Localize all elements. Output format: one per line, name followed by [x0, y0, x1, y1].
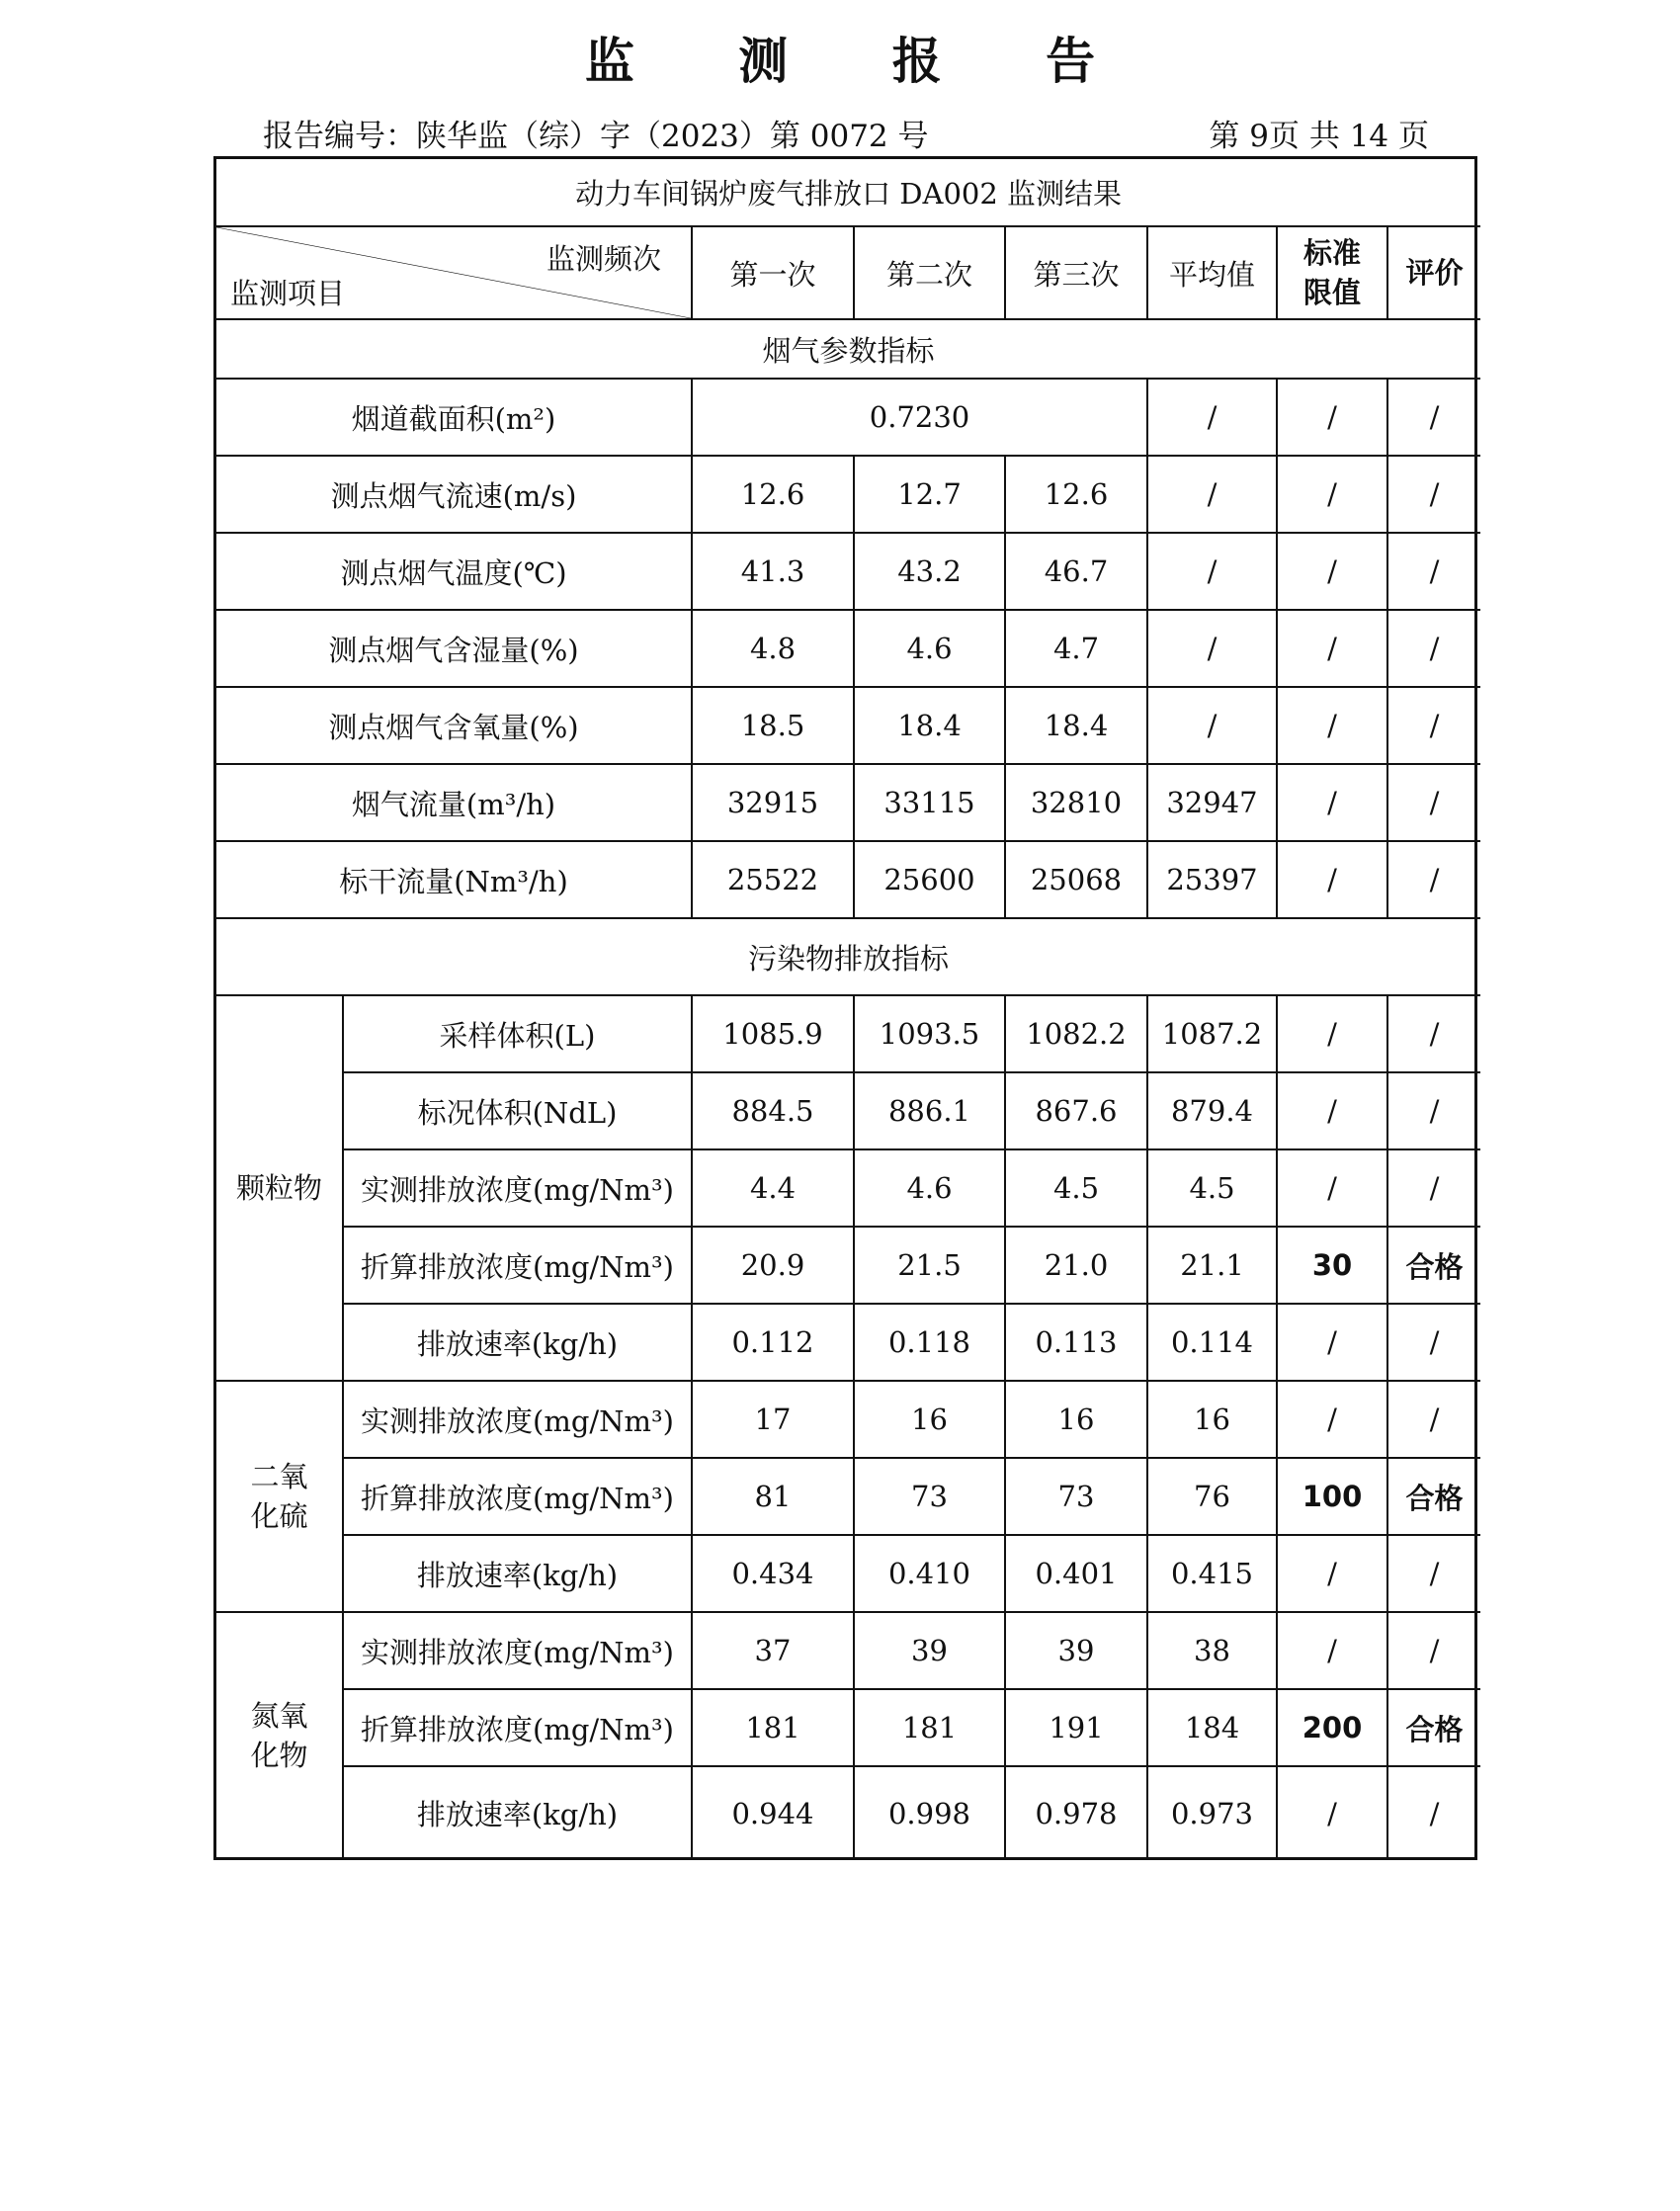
value-evaluation: 合格 — [1387, 1458, 1480, 1535]
particulate-row — [216, 995, 1480, 1072]
value-merged: 0.7230 — [692, 379, 1147, 456]
so2-group-label — [216, 1381, 343, 1612]
value-average: 21.1 — [1147, 1227, 1277, 1304]
value-first: 32915 — [692, 764, 854, 841]
so2-row — [216, 1535, 1480, 1612]
value-average: 0.415 — [1147, 1535, 1277, 1612]
value-limit: / — [1277, 1304, 1387, 1381]
col-first-header: 第一次 — [692, 226, 854, 319]
value-evaluation: 合格 — [1387, 1689, 1480, 1766]
particulate-row — [216, 1149, 1480, 1227]
value-limit: / — [1277, 1766, 1387, 1859]
so2-row — [216, 1458, 1480, 1535]
item-label: 烟气流量(m³/h) — [216, 764, 692, 841]
value-evaluation: / — [1387, 1304, 1480, 1381]
section-row-flue — [216, 319, 1480, 379]
value-average: / — [1147, 610, 1277, 687]
value-first: 181 — [692, 1689, 854, 1766]
item-label: 测点烟气含氧量(%) — [216, 687, 692, 764]
value-average: / — [1147, 687, 1277, 764]
item-label: 测点烟气温度(℃) — [216, 533, 692, 610]
value-first: 4.8 — [692, 610, 854, 687]
value-second: 43.2 — [854, 533, 1005, 610]
value-evaluation: / — [1387, 1381, 1480, 1458]
value-limit: / — [1277, 1381, 1387, 1458]
value-third: 191 — [1005, 1689, 1147, 1766]
value-average: 32947 — [1147, 764, 1277, 841]
value-limit: 30 — [1277, 1227, 1387, 1304]
value-limit: / — [1277, 764, 1387, 841]
value-limit: 100 — [1277, 1458, 1387, 1535]
value-second: 73 — [854, 1458, 1005, 1535]
value-third: 73 — [1005, 1458, 1147, 1535]
group-label-line2: 化物 — [250, 1739, 308, 1772]
value-average: 4.5 — [1147, 1149, 1277, 1227]
value-first: 17 — [692, 1381, 854, 1458]
value-third: 0.978 — [1005, 1766, 1147, 1859]
value-first: 18.5 — [692, 687, 854, 764]
item-label: 排放速率(kg/h) — [343, 1535, 692, 1612]
col-evaluation-header: 评价 — [1387, 226, 1480, 319]
value-third: 32810 — [1005, 764, 1147, 841]
item-label: 折算排放浓度(mg/Nm³) — [343, 1227, 692, 1304]
value-evaluation: / — [1387, 687, 1480, 764]
flue-row — [216, 841, 1480, 918]
value-second: 12.7 — [854, 456, 1005, 533]
section-row-pollutant — [216, 918, 1480, 995]
item-label: 测点烟气含湿量(%) — [216, 610, 692, 687]
col-second-header: 第二次 — [854, 226, 1005, 319]
section-flue-title: 烟气参数指标 — [216, 319, 1480, 379]
value-average: 0.114 — [1147, 1304, 1277, 1381]
value-second: 18.4 — [854, 687, 1005, 764]
value-average: 879.4 — [1147, 1072, 1277, 1149]
value-third: 21.0 — [1005, 1227, 1147, 1304]
value-second: 4.6 — [854, 1149, 1005, 1227]
group-label-line2: 化硫 — [250, 1499, 308, 1533]
value-second: 16 — [854, 1381, 1005, 1458]
value-first: 0.434 — [692, 1535, 854, 1612]
value-first: 0.944 — [692, 1766, 854, 1859]
item-label: 实测排放浓度(mg/Nm³) — [343, 1381, 692, 1458]
value-evaluation: / — [1387, 1072, 1480, 1149]
flue-row — [216, 764, 1480, 841]
value-limit: / — [1277, 1149, 1387, 1227]
value-evaluation: / — [1387, 1766, 1480, 1859]
value-evaluation: / — [1387, 379, 1480, 456]
limit-header-line1: 标准 — [1302, 236, 1361, 270]
item-label: 实测排放浓度(mg/Nm³) — [343, 1612, 692, 1689]
diagonal-header-cell — [216, 226, 692, 319]
value-average: 16 — [1147, 1381, 1277, 1458]
value-third: 16 — [1005, 1381, 1147, 1458]
report-title: 监 测 报 告 — [584, 33, 1139, 90]
flue-row — [216, 687, 1480, 764]
value-third: 12.6 — [1005, 456, 1147, 533]
value-limit: / — [1277, 995, 1387, 1072]
value-third: 867.6 — [1005, 1072, 1147, 1149]
value-evaluation: / — [1387, 995, 1480, 1072]
value-third: 46.7 — [1005, 533, 1147, 610]
frequency-header: 监测频次 — [546, 242, 661, 276]
value-average: 184 — [1147, 1689, 1277, 1766]
results-table-frame — [213, 156, 1477, 1860]
value-limit: 200 — [1277, 1689, 1387, 1766]
value-limit: / — [1277, 379, 1387, 456]
value-average: 76 — [1147, 1458, 1277, 1535]
column-header-row — [216, 226, 1480, 319]
value-evaluation: / — [1387, 841, 1480, 918]
value-evaluation: / — [1387, 610, 1480, 687]
item-label: 标干流量(Nm³/h) — [216, 841, 692, 918]
value-limit: / — [1277, 610, 1387, 687]
particulate-row — [216, 1227, 1480, 1304]
value-first: 81 — [692, 1458, 854, 1535]
particulate-group-label: 颗粒物 — [216, 995, 343, 1381]
flue-row — [216, 456, 1480, 533]
value-third: 25068 — [1005, 841, 1147, 918]
table-caption: 动力车间锅炉废气排放口 DA002 监测结果 — [216, 159, 1480, 226]
item-label: 折算排放浓度(mg/Nm³) — [343, 1458, 692, 1535]
col-average-header: 平均值 — [1147, 226, 1277, 319]
value-average: 1087.2 — [1147, 995, 1277, 1072]
value-third: 4.7 — [1005, 610, 1147, 687]
value-first: 20.9 — [692, 1227, 854, 1304]
value-third: 1082.2 — [1005, 995, 1147, 1072]
caption-row — [216, 159, 1480, 226]
monitoring-results-table — [216, 159, 1480, 1860]
nox-group-label — [216, 1612, 343, 1859]
value-average: / — [1147, 533, 1277, 610]
value-average: / — [1147, 379, 1277, 456]
item-label: 标况体积(NdL) — [343, 1072, 692, 1149]
value-evaluation: / — [1387, 1612, 1480, 1689]
value-limit: / — [1277, 1535, 1387, 1612]
value-limit: / — [1277, 533, 1387, 610]
item-label: 采样体积(L) — [343, 995, 692, 1072]
value-first: 4.4 — [692, 1149, 854, 1227]
value-third: 39 — [1005, 1612, 1147, 1689]
value-third: 0.113 — [1005, 1304, 1147, 1381]
value-limit: / — [1277, 456, 1387, 533]
flue-row — [216, 533, 1480, 610]
limit-header-line2: 限值 — [1302, 276, 1361, 309]
group-label-line1: 二氧 — [250, 1460, 308, 1493]
value-evaluation: / — [1387, 764, 1480, 841]
value-second: 39 — [854, 1612, 1005, 1689]
item-label: 烟道截面积(m²) — [216, 379, 692, 456]
value-evaluation: / — [1387, 1149, 1480, 1227]
value-average: 0.973 — [1147, 1766, 1277, 1859]
value-first: 25522 — [692, 841, 854, 918]
value-average: 25397 — [1147, 841, 1277, 918]
value-second: 21.5 — [854, 1227, 1005, 1304]
flue-row — [216, 610, 1480, 687]
value-first: 884.5 — [692, 1072, 854, 1149]
value-limit: / — [1277, 1072, 1387, 1149]
item-label: 排放速率(kg/h) — [343, 1766, 692, 1859]
particulate-row — [216, 1304, 1480, 1381]
value-second: 25600 — [854, 841, 1005, 918]
nox-row — [216, 1689, 1480, 1766]
particulate-row — [216, 1072, 1480, 1149]
value-limit: / — [1277, 841, 1387, 918]
page-info: 第 9页 共 14 页 — [1209, 119, 1429, 154]
value-first: 41.3 — [692, 533, 854, 610]
nox-row — [216, 1612, 1480, 1689]
so2-row — [216, 1381, 1480, 1458]
item-label: 测点烟气流速(m/s) — [216, 456, 692, 533]
value-first: 0.112 — [692, 1304, 854, 1381]
value-evaluation: 合格 — [1387, 1227, 1480, 1304]
report-number: 报告编号：陕华监（综）字（2023）第 0072 号 — [263, 119, 929, 154]
value-second: 0.410 — [854, 1535, 1005, 1612]
value-first: 37 — [692, 1612, 854, 1689]
item-label: 排放速率(kg/h) — [343, 1304, 692, 1381]
col-limit-header — [1277, 226, 1387, 319]
value-limit: / — [1277, 1612, 1387, 1689]
item-header: 监测项目 — [230, 277, 346, 310]
value-evaluation: / — [1387, 1535, 1480, 1612]
section-pollutant-title: 污染物排放指标 — [216, 918, 1480, 995]
value-third: 4.5 — [1005, 1149, 1147, 1227]
item-label: 折算排放浓度(mg/Nm³) — [343, 1689, 692, 1766]
value-first: 1085.9 — [692, 995, 854, 1072]
value-third: 18.4 — [1005, 687, 1147, 764]
value-evaluation: / — [1387, 456, 1480, 533]
item-label: 实测排放浓度(mg/Nm³) — [343, 1149, 692, 1227]
value-evaluation: / — [1387, 533, 1480, 610]
value-average: / — [1147, 456, 1277, 533]
value-second: 4.6 — [854, 610, 1005, 687]
value-second: 33115 — [854, 764, 1005, 841]
flue-row — [216, 379, 1480, 456]
col-third-header: 第三次 — [1005, 226, 1147, 319]
group-label-line1: 氮氧 — [250, 1699, 308, 1733]
value-first: 12.6 — [692, 456, 854, 533]
value-second: 1093.5 — [854, 995, 1005, 1072]
value-second: 0.998 — [854, 1766, 1005, 1859]
value-second: 0.118 — [854, 1304, 1005, 1381]
nox-row — [216, 1766, 1480, 1859]
value-limit: / — [1277, 687, 1387, 764]
value-third: 0.401 — [1005, 1535, 1147, 1612]
value-second: 886.1 — [854, 1072, 1005, 1149]
value-second: 181 — [854, 1689, 1005, 1766]
value-average: 38 — [1147, 1612, 1277, 1689]
